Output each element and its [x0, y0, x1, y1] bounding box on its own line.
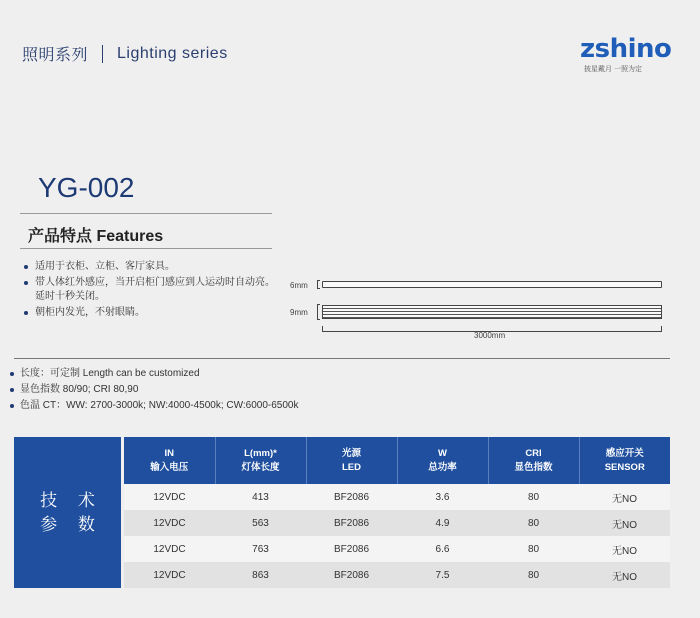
spec-item: 显色指数 80/90; CRI 80,90: [8, 382, 298, 398]
cell-power: 7.5: [397, 562, 488, 588]
series-title-en: Lighting series: [117, 44, 228, 62]
cell-source: BF2086: [306, 562, 397, 588]
tech-params-label-line2: 参 数: [40, 514, 103, 534]
cell-sensor: 无NO: [579, 536, 670, 562]
cell-input: 12VDC: [124, 510, 215, 536]
dim-label-6mm: 6mm: [290, 281, 308, 290]
table-row: [124, 510, 670, 536]
logo-slogan: 披星戴月 一照为定: [584, 66, 642, 73]
tech-params-label: [14, 437, 121, 588]
profile-bar-9mm: [322, 305, 662, 319]
col-header-length: L(mm)* 灯体长度: [215, 437, 306, 484]
dim-label-9mm: 9mm: [290, 308, 308, 317]
tech-params-table: [124, 437, 670, 588]
section-divider: [14, 358, 670, 359]
title-divider: [102, 45, 103, 63]
profile-bar-6mm: [322, 281, 662, 288]
feature-item: 带人体红外感应，当开启柜门感应到人运动时自动亮。延时十秒关闭。: [22, 276, 282, 304]
table-row: [124, 536, 670, 562]
cell-length: 763: [215, 536, 306, 562]
dim-bracket-6mm: [317, 280, 320, 289]
spec-list: [8, 366, 298, 414]
cell-power: 3.6: [397, 484, 488, 510]
spec-item: 长度：可定制 Length can be customized: [8, 366, 298, 382]
col-header-power: W 总功率: [397, 437, 488, 484]
series-title-cn: 照明系列: [22, 47, 89, 64]
cell-cri: 80: [488, 562, 579, 588]
cell-cri: 80: [488, 536, 579, 562]
cell-sensor: 无NO: [579, 562, 670, 588]
cell-cri: 80: [488, 510, 579, 536]
series-title: [22, 42, 228, 65]
feature-item: 适用于衣柜、立柜、客厅家具。: [22, 260, 282, 274]
cell-source: BF2086: [306, 510, 397, 536]
col-header-source: 光源 LED: [306, 437, 397, 484]
brand-logo: [580, 36, 690, 76]
feature-item: 朝柜内发光，不射眼睛。: [22, 306, 282, 320]
features-list: [22, 260, 282, 322]
cell-source: BF2086: [306, 536, 397, 562]
cell-input: 12VDC: [124, 484, 215, 510]
cell-power: 6.6: [397, 536, 488, 562]
logo-wordmark: zshino: [580, 34, 672, 64]
cell-sensor: 无NO: [579, 510, 670, 536]
cell-length: 563: [215, 510, 306, 536]
tech-params-label-line1: 技 术: [40, 490, 103, 510]
table-row: [124, 484, 670, 510]
cell-cri: 80: [488, 484, 579, 510]
cell-source: BF2086: [306, 484, 397, 510]
cell-power: 4.9: [397, 510, 488, 536]
col-header-input: IN 输入电压: [124, 437, 215, 484]
spec-item: 色温 CT：WW: 2700-3000k; NW:4000-4500k; CW:6000-6500k: [8, 398, 298, 414]
features-divider-bottom: [20, 248, 272, 249]
cell-input: 12VDC: [124, 536, 215, 562]
table-header-row: [124, 437, 670, 484]
col-header-sensor: 感应开关 SENSOR: [579, 437, 670, 484]
cell-length: 863: [215, 562, 306, 588]
dim-bracket-9mm: [317, 304, 320, 320]
col-header-cri: CRI 显色指数: [488, 437, 579, 484]
cell-sensor: 无NO: [579, 484, 670, 510]
cell-input: 12VDC: [124, 562, 215, 588]
length-dimension-label: 3000mm: [474, 331, 506, 340]
model-number: YG-002: [38, 172, 135, 203]
features-heading: 产品特点 Features: [28, 228, 164, 245]
cell-length: 413: [215, 484, 306, 510]
features-divider-top: [20, 213, 272, 214]
table-row: [124, 562, 670, 588]
